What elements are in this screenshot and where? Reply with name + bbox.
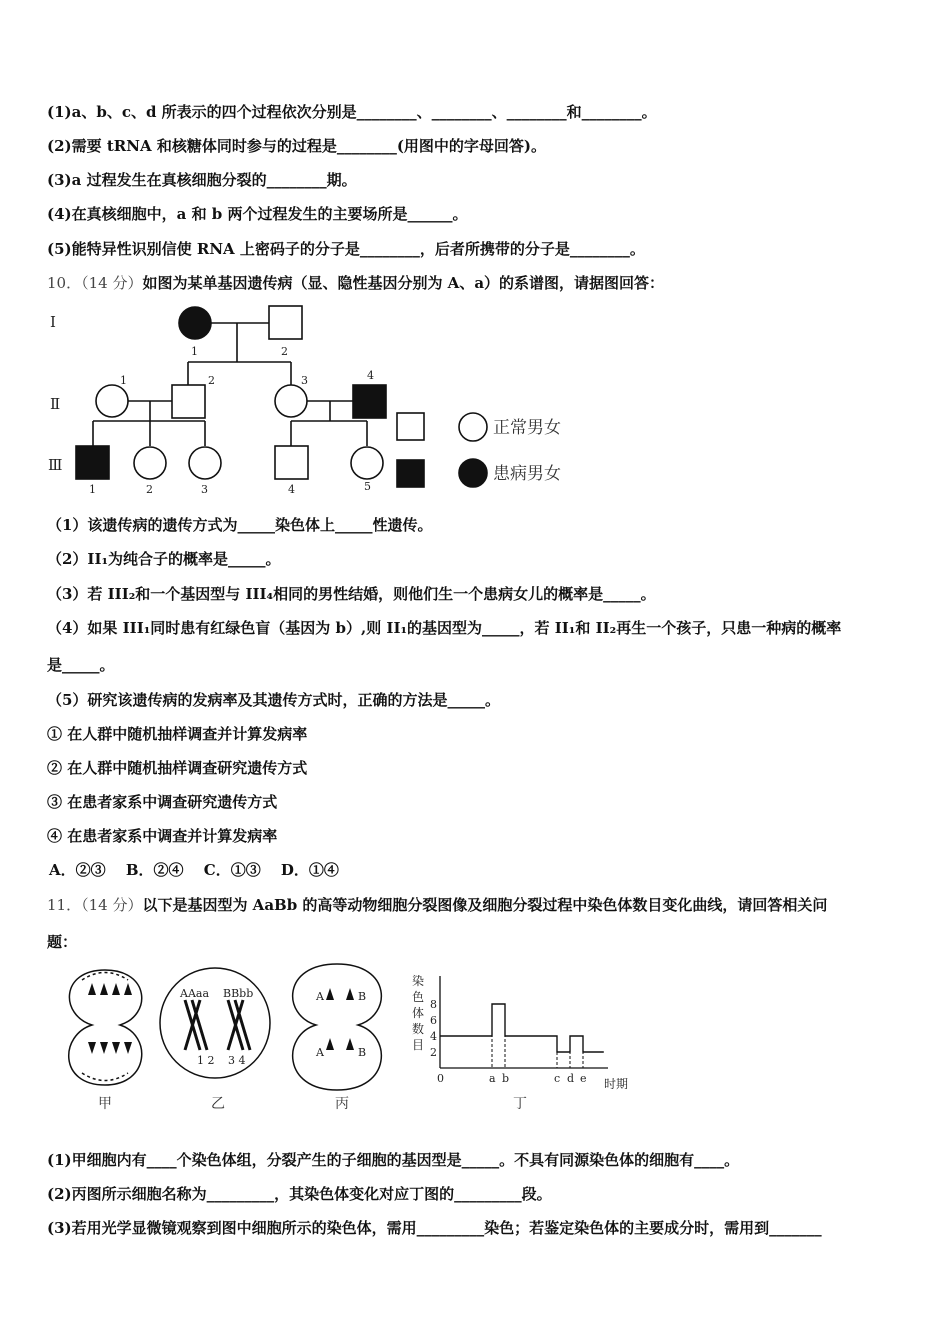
chart-xtick-label: a [489, 1072, 496, 1085]
yi-genes-bottom-left: 1 2 [197, 1054, 215, 1067]
q9-part-5: (5)能特异性识别信使 RNA 上密码子的分子是________，后者所携带的分子是________。 [47, 240, 645, 258]
label-III4: 4 [288, 483, 295, 496]
yi-genes-top-left: AAaa [180, 987, 210, 1000]
q9-part-1: (1)a、b、c、d 所表示的四个过程依次分别是________、________、________和________。 [47, 103, 657, 121]
label-II4: 4 [367, 369, 374, 382]
pedigree-gen-III: Ⅲ [48, 456, 63, 474]
caption-jia: 甲 [98, 1096, 112, 1112]
cell-yi-outline [160, 968, 270, 1078]
label-III1: 1 [89, 483, 96, 496]
chart-xtick-label: d [567, 1072, 575, 1085]
yi-genes-top-right: BBbb [223, 987, 254, 1000]
q10-number: 10． [47, 274, 82, 292]
q10-part-1: （1）该遗传病的遗传方式为_____染色体上_____性遗传。 [47, 516, 433, 534]
legend-normal-label: 正常男女 [493, 418, 561, 438]
q9-part-2: (2)需要 tRNA 和核糖体同时参与的过程是________(用图中的字母回答)。 [47, 137, 547, 155]
pedigree-gen-II: Ⅱ [50, 395, 61, 413]
q11-part-2: (2)丙图所示细胞名称为_________，其染色体变化对应丁图的_________段。 [47, 1185, 552, 1203]
q10-part-2: （2）II₁为纯合子的概率是_____。 [47, 550, 281, 568]
q11-part-1: (1)甲细胞内有____个染色体组，分裂产生的子细胞的基因型是_____。不具有同源染色体的细胞有____。 [47, 1151, 740, 1169]
q10-score: （14 分） [81, 274, 143, 292]
chart-ytick-label: 4 [430, 1030, 437, 1043]
q11-stem-2: 题： [47, 933, 78, 951]
q10-part-4-cont: 是_____。 [47, 656, 115, 674]
label-II1: 1 [120, 374, 127, 387]
chart-series-line [440, 1004, 604, 1052]
label-II3: 3 [301, 374, 308, 387]
chart-xtick-label: 0 [437, 1072, 444, 1085]
q10-part-4: （4）如果 III₁同时患有红绿色盲（基因为 b）,则 II₁的基因型为_____，若 II₁和 II₂再生一个孩子，只患一种病的概率 [47, 619, 842, 637]
chart-ytick-label: 2 [430, 1046, 437, 1059]
q10-choices: A．②③ B．②④ C．①③ D．①④ [49, 861, 339, 879]
pedigree-gen-I: Ⅰ [50, 313, 56, 331]
chart-xtick-label: b [502, 1072, 510, 1085]
bing-gene-4: B [358, 1046, 367, 1059]
chart-ylabel-2: 色 [412, 990, 425, 1004]
caption-bing: 丙 [335, 1096, 349, 1112]
q11-score: （14 分） [81, 896, 143, 914]
cell-jia-spindle-top [82, 973, 128, 981]
chart-xtick-label: c [554, 1072, 561, 1085]
label-I2: 2 [281, 345, 288, 358]
label-III3: 3 [201, 483, 208, 496]
label-I1: 1 [191, 345, 198, 358]
bing-gene-2: B [358, 990, 367, 1003]
chart-ylabel-3: 体 [412, 1006, 425, 1020]
q10-option-2: ② 在人群中随机抽样调查研究遗传方式 [47, 759, 308, 777]
q11-part-3: (3)若用光学显微镜观察到图中细胞所示的染色体，需用_________染色；若鉴定染色体的主要成分时，需用到_______ [47, 1219, 822, 1237]
chart-ylabel-4: 数 [412, 1022, 425, 1036]
caption-ding: 丁 [513, 1096, 527, 1112]
legend-affected-label: 患病男女 [493, 464, 561, 484]
chart-xlabel: 时期 [604, 1077, 629, 1091]
caption-yi: 乙 [211, 1096, 225, 1112]
q10-stem: 如图为某单基因遗传病（显、隐性基因分别为 A、a）的系谱图，请据图回答： [142, 274, 665, 292]
chart-ylabel-5: 目 [412, 1038, 425, 1052]
cell-bing-outline [293, 964, 382, 1090]
chart-ytick-label: 6 [430, 1014, 437, 1027]
q10-option-4: ④ 在患者家系中调查并计算发病率 [47, 827, 278, 845]
q11-number: 11． [47, 896, 82, 914]
q9-part-3: (3)a 过程发生在真核细胞分裂的________期。 [47, 171, 357, 189]
label-II2: 2 [208, 374, 215, 387]
q10-part-5: （5）研究该遗传病的发病率及其遗传方式时，正确的方法是_____。 [47, 691, 500, 709]
bing-gene-3: A [316, 1046, 324, 1059]
q10-part-3: （3）若 III₂和一个基因型与 III₄相同的男性结婚，则他们生一个患病女儿的概率是_____。 [47, 585, 656, 603]
q10-option-1: ① 在人群中随机抽样调查并计算发病率 [47, 725, 308, 743]
label-III2: 2 [146, 483, 153, 496]
chromosome-number-chart [412, 973, 628, 1091]
yi-genes-bottom-right: 3 4 [228, 1054, 246, 1067]
cell-jia-spindle-bottom [82, 1073, 128, 1081]
chart-ytick-label: 8 [430, 998, 437, 1011]
label-III5: 5 [364, 480, 371, 493]
q9-part-4: (4)在真核细胞中，a 和 b 两个过程发生的主要场所是______。 [47, 205, 468, 223]
chart-xtick-label: e [580, 1072, 587, 1085]
bing-gene-1: A [316, 990, 324, 1003]
chart-ylabel-1: 染 [412, 974, 425, 988]
q10-option-3: ③ 在患者家系中调查研究遗传方式 [47, 793, 278, 811]
q11-stem-1: 以下是基因型为 AaBb 的高等动物细胞分裂图像及细胞分裂过程中染色体数目变化曲线，请回答相关问 [142, 896, 828, 914]
